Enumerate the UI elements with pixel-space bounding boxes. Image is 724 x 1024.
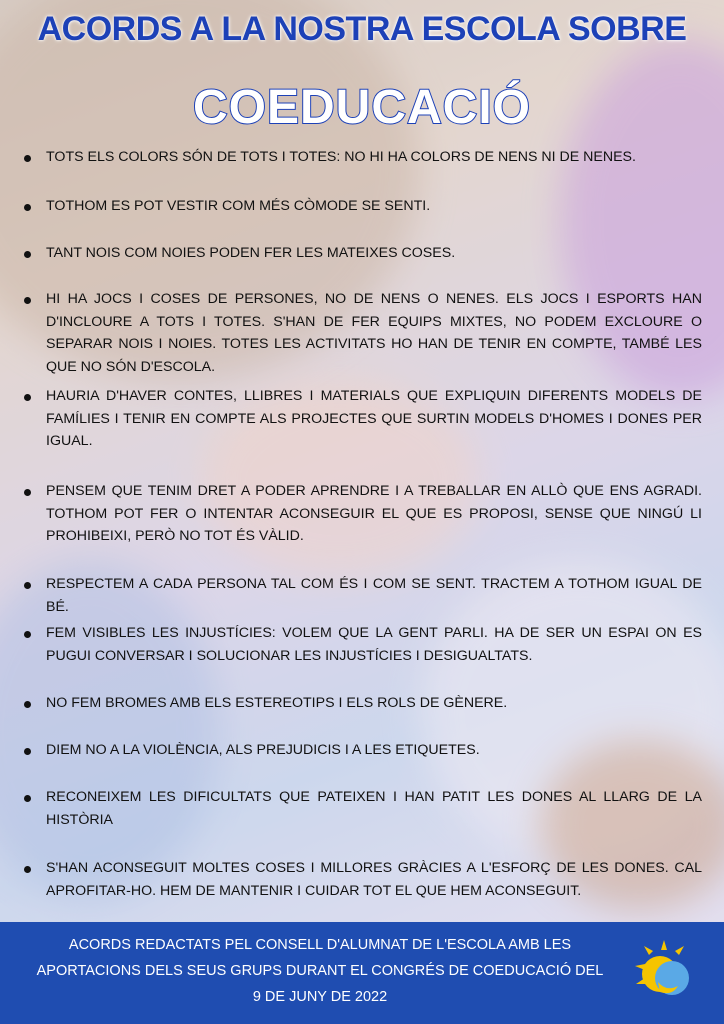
bullet-icon	[24, 394, 31, 401]
bullet-icon	[24, 582, 31, 589]
list-item: NO FEM BROMES AMB ELS ESTEREOTIPS I ELS ROLS DE GÈNERE.	[22, 692, 702, 715]
bullet-icon	[24, 631, 31, 638]
list-item: RESPECTEM A CADA PERSONA TAL COM ÉS I COM SE SENT. TRACTEM A TOTHOM IGUAL DE BÉ.	[22, 573, 702, 618]
bullet-icon	[24, 795, 31, 802]
school-logo-sun-icon	[632, 938, 696, 1002]
list-item: TOTHOM ES POT VESTIR COM MÉS CÒMODE SE SENTI.	[22, 195, 702, 218]
footer-line1: ACORDS REDACTATS PEL CONSELL D'ALUMNAT DE L'ESCOLA AMB LES	[68, 937, 572, 953]
footer-line2: APORTACIONS DELS SEUS GRUPS DURANT EL CONGRÉS DE COEDUCACIÓ DEL	[36, 963, 604, 979]
page-title-line2: COEDUCACIÓ	[192, 81, 531, 134]
footer-banner	[0, 922, 724, 1024]
footer-line3: 9 DE JUNY DE 2022	[252, 989, 388, 1005]
list-item: TOTS ELS COLORS SÓN DE TOTS I TOTES: NO HI HA COLORS DE NENS NI DE NENES.	[22, 146, 702, 169]
list-item: HAURIA D'HAVER CONTES, LLIBRES I MATERIALS QUE EXPLIQUIN DIFERENTS MODELS DE FAMÍLIES I TENIR EN COMPTE ALS PROJECTES QUE SURTIN MODELS D'HOMES I DONES PER IGUAL.	[22, 385, 702, 453]
list-item: HI HA JOCS I COSES DE PERSONES, NO DE NENS O NENES. ELS JOCS I ESPORTS HAN D'INCLOURE A TOTS I TOTES. S'HAN DE FER EQUIPS MIXTES, NO PODEM EXCLOURE O SEPARAR NOIS I NOIES. TOTES LES ACTIVITATS HO HAN DE TENIR EN COMPTE, TAMBÉ LES QUE NO SÓN D'ESCOLA.	[22, 288, 702, 378]
bullet-icon	[24, 866, 31, 873]
bullet-icon	[24, 155, 31, 162]
bullet-icon	[24, 489, 31, 496]
footer-text	[30, 932, 610, 1010]
bullet-icon	[24, 251, 31, 258]
bullet-icon	[24, 204, 31, 211]
list-item: DIEM NO A LA VIOLÈNCIA, ALS PREJUDICIS I A LES ETIQUETES.	[22, 739, 702, 762]
list-item: FEM VISIBLES LES INJUSTÍCIES: VOLEM QUE LA GENT PARLI. HA DE SER UN ESPAI ON ES PUGUI CONVERSAR I SOLUCIONAR LES INJUSTÍCIES I DESIGUALTATS.	[22, 622, 702, 667]
bullet-icon	[24, 297, 31, 304]
bullet-icon	[24, 748, 31, 755]
list-item: S'HAN ACONSEGUIT MOLTES COSES I MILLORES GRÀCIES A L'ESFORÇ DE LES DONES. CAL APROFITAR-HO. HEM DE MANTENIR I CUIDAR TOT EL QUE HEM ACONSEGUIT.	[22, 857, 702, 902]
list-item: TANT NOIS COM NOIES PODEN FER LES MATEIXES COSES.	[22, 242, 702, 265]
list-item: PENSEM QUE TENIM DRET A PODER APRENDRE I A TREBALLAR EN ALLÒ QUE ENS AGRADI. TOTHOM POT FER O INTENTAR ACONSEGUIR EL QUE ES PROPOSI, SENSE QUE NINGÚ LI PROHIBEIXI, PERÒ NO TOT ÉS VÀLID.	[22, 480, 702, 548]
bullet-icon	[24, 701, 31, 708]
list-item: RECONEIXEM LES DIFICULTATS QUE PATEIXEN I HAN PATIT LES DONES AL LLARG DE LA HISTÒRIA	[22, 786, 702, 831]
page-title-line1: ACORDS A LA NOSTRA ESCOLA SOBRE	[37, 10, 687, 48]
